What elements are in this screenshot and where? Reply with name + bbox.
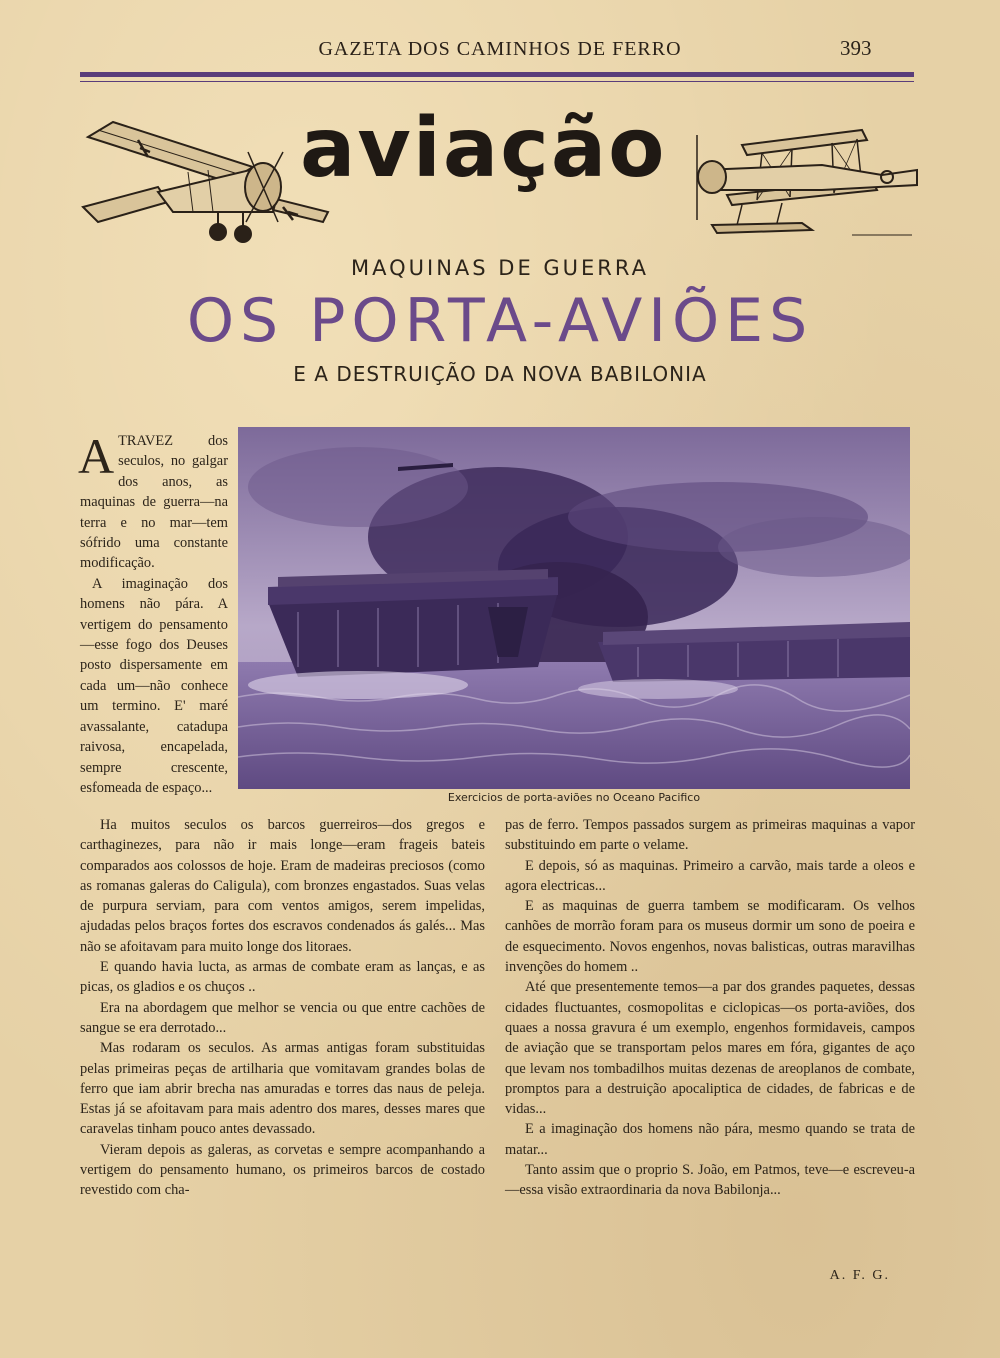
drop-cap: A — [78, 428, 115, 484]
running-title: GAZETA DOS CAMINHOS DE FERRO — [318, 38, 682, 60]
article-paragraph: Mas rodaram os seculos. As armas antigas foram substituidas pelas primeiras peças de artilharia que vomitavam grandes bolas de ferro que iam abrir brecha nas amuradas e torres das naus de peleja. Estas já se afoitavam para mais adentro dos mares, desses mares que caravelas tinham pouco antes devassado. — [80, 1040, 485, 1138]
header-rule-thin — [80, 81, 914, 82]
article-subhead: E A DESTRUIÇÃO DA NOVA BABILONIA — [293, 362, 707, 386]
article-kicker: MAQUINAS DE GUERRA — [350, 256, 649, 280]
article-paragraph: A imaginação dos homens não pára. A vertigem do pensamento—esse fogo dos Deuses posto dispersamente em cada um—não conhece um termino. E' maré avassalante, catadupa raivosa, encapelada, sempre crescente, esfomeada de espaço... — [80, 575, 228, 796]
article-paragraph: Até que presentemente temos—a par dos grandes paquetes, dessas cidades fluctuantes, cosmopolitas e ciclopicas—os porta-aviões, dos quaes a nossa gravura é um exemplo, engenhos formidaveis, campos de aviação que se transportam pelos mares em fóra, gigantes de aço que levam nos tombadilhos muitas dezenas de areoplanos de combate, promptos para a destruição apocaliptica de cidades, de fabricas e de vidas... — [505, 979, 915, 1118]
article-paragraph: Era na abordagem que melhor se vencia ou que entre cachões de sangue se era derrotado... — [80, 999, 485, 1036]
author-signature: A. F. G. — [829, 1268, 890, 1283]
aircraft-carrier-photo — [238, 427, 910, 789]
page-number: 393 — [840, 36, 872, 60]
article-paragraph: E a imaginação dos homens não pára, mesmo quando se trata de matar... — [505, 1121, 915, 1158]
seaplane-illustration-icon — [672, 115, 922, 255]
photo-caption: Exercicios de porta-aviões no Oceano Pacifico — [447, 791, 701, 804]
header-rule — [80, 72, 914, 77]
section-title: aviação — [300, 101, 667, 196]
biplane-illustration-icon — [78, 112, 333, 252]
article-paragraph: ATRAVEZ dos seculos, no galgar dos anos, as maquinas de guerra—na terra e no mar—tem sófrido uma constante modificação. — [78, 428, 228, 572]
article-paragraph: E as maquinas de guerra tambem se modificaram. Os velhos canhões de morrão foram para os museus dormir um sono de poeira e de esquecimento. Novos engenhos, novas balisticas, outras maravilhas invenções do homem .. — [505, 898, 915, 976]
article-column-intro — [78, 428, 228, 798]
article-headline: OS PORTA-AVIÕES — [186, 286, 814, 356]
article-paragraph: E quando havia lucta, as armas de combate eram as lanças, e as picas, os gladios e os chuços .. — [80, 959, 485, 996]
article-paragraph: Tanto assim que o proprio S. João, em Patmos, teve—e escreveu-a—essa visão extraordinaria da nova Babilonja... — [505, 1162, 915, 1199]
article-paragraph: pas de ferro. Tempos passados surgem as primeiras maquinas a vapor substituindo em parte o velame. — [505, 817, 915, 854]
article-paragraph: E depois, só as maquinas. Primeiro a carvão, mais tarde a oleos e agora electricas... — [505, 857, 915, 894]
article-paragraph: Vieram depois as galeras, as corvetas e sempre acompanhando a vertigem do pensamento humano, os primeiros barcos de costado revestido com cha- — [80, 1141, 485, 1199]
article-column-left — [80, 815, 485, 1201]
article-column-right — [505, 815, 915, 1201]
article-paragraph: Ha muitos seculos os barcos guerreiros—dos gregos e carthaginezes, para não ir mais longe—eram frageis bateis comparados aos colossos de hoje. Eram de madeiras preciosos (como as romanas galeras do Caligula), com bronzes engastados. Suas velas de purpura serviam, para com ventos amigos, serem impelidas, ajudadas pelos braços fortes dos escravos condenados ás galés... Mas não se afoitavam para muito longe dos litoraes. — [80, 817, 485, 955]
